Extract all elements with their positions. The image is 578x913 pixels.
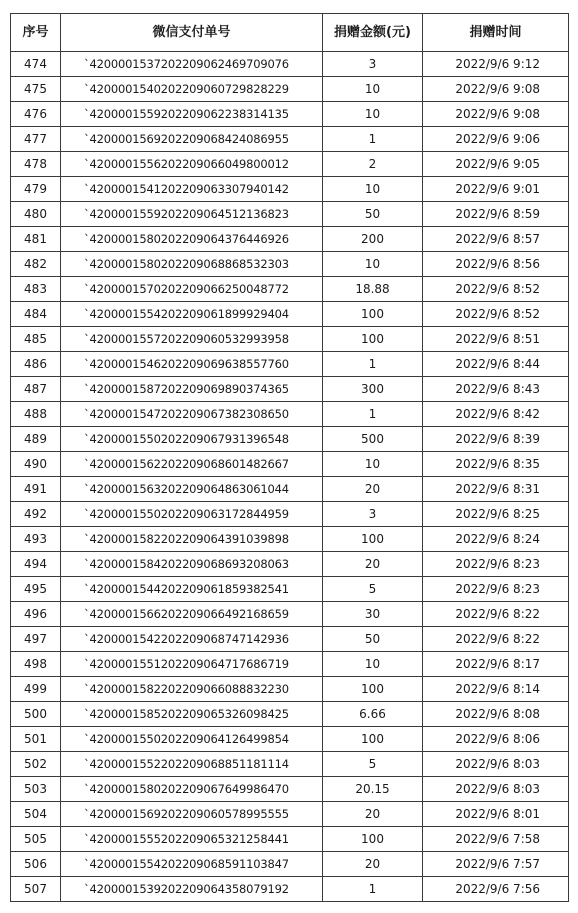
cell-seq: 492 [11, 502, 61, 527]
table-row [11, 302, 569, 327]
cell-order-no: `4200001582202209064391039898 [61, 527, 323, 552]
cell-seq: 486 [11, 352, 61, 377]
cell-order-no: `4200001569202209060578995555 [61, 802, 323, 827]
cell-amount: 3 [323, 502, 423, 527]
cell-amount: 5 [323, 577, 423, 602]
table-row [11, 52, 569, 77]
cell-time: 2022/9/6 8:14 [423, 677, 569, 702]
cell-amount: 100 [323, 527, 423, 552]
cell-order-no: `4200001559202209064512136823 [61, 202, 323, 227]
cell-time: 2022/9/6 8:57 [423, 227, 569, 252]
cell-time: 2022/9/6 8:52 [423, 277, 569, 302]
header-row [11, 14, 569, 52]
cell-seq: 480 [11, 202, 61, 227]
cell-order-no: `4200001557202209060532993958 [61, 327, 323, 352]
cell-amount: 200 [323, 227, 423, 252]
table-row [11, 702, 569, 727]
cell-order-no: `4200001540202209060729828229 [61, 77, 323, 102]
cell-amount: 10 [323, 652, 423, 677]
cell-time: 2022/9/6 8:35 [423, 452, 569, 477]
cell-seq: 485 [11, 327, 61, 352]
cell-amount: 100 [323, 727, 423, 752]
cell-time: 2022/9/6 9:08 [423, 77, 569, 102]
cell-seq: 483 [11, 277, 61, 302]
cell-order-no: `4200001587202209069890374365 [61, 377, 323, 402]
cell-time: 2022/9/6 8:51 [423, 327, 569, 352]
cell-seq: 493 [11, 527, 61, 552]
cell-time: 2022/9/6 8:22 [423, 627, 569, 652]
cell-order-no: `4200001554202209061899929404 [61, 302, 323, 327]
table-row [11, 177, 569, 202]
cell-order-no: `4200001569202209068424086955 [61, 127, 323, 152]
cell-seq: 484 [11, 302, 61, 327]
cell-seq: 475 [11, 77, 61, 102]
cell-amount: 10 [323, 452, 423, 477]
cell-order-no: `4200001552202209068851181114 [61, 752, 323, 777]
cell-order-no: `4200001585202209065326098425 [61, 702, 323, 727]
cell-seq: 504 [11, 802, 61, 827]
cell-time: 2022/9/6 8:59 [423, 202, 569, 227]
cell-time: 2022/9/6 8:08 [423, 702, 569, 727]
table-row [11, 877, 569, 902]
cell-amount: 3 [323, 52, 423, 77]
cell-seq: 501 [11, 727, 61, 752]
cell-order-no: `4200001562202209068601482667 [61, 452, 323, 477]
cell-order-no: `4200001544202209061859382541 [61, 577, 323, 602]
cell-order-no: `4200001541202209063307940142 [61, 177, 323, 202]
cell-seq: 498 [11, 652, 61, 677]
cell-seq: 506 [11, 852, 61, 877]
cell-time: 2022/9/6 8:03 [423, 777, 569, 802]
cell-order-no: `4200001566202209066492168659 [61, 602, 323, 627]
cell-time: 2022/9/6 8:03 [423, 752, 569, 777]
cell-amount: 500 [323, 427, 423, 452]
cell-amount: 20 [323, 852, 423, 877]
table-row [11, 427, 569, 452]
cell-amount: 300 [323, 377, 423, 402]
cell-time: 2022/9/6 7:56 [423, 877, 569, 902]
cell-time: 2022/9/6 8:23 [423, 552, 569, 577]
cell-seq: 507 [11, 877, 61, 902]
table-row [11, 502, 569, 527]
cell-seq: 490 [11, 452, 61, 477]
cell-order-no: `4200001551202209064717686719 [61, 652, 323, 677]
header-order-no: 微信支付单号 [61, 14, 323, 52]
cell-order-no: `4200001550202209067931396548 [61, 427, 323, 452]
table-row [11, 727, 569, 752]
cell-seq: 495 [11, 577, 61, 602]
cell-amount: 2 [323, 152, 423, 177]
table-row [11, 777, 569, 802]
cell-time: 2022/9/6 9:08 [423, 102, 569, 127]
table-row [11, 377, 569, 402]
cell-amount: 20.15 [323, 777, 423, 802]
cell-order-no: `4200001555202209065321258441 [61, 827, 323, 852]
cell-time: 2022/9/6 8:56 [423, 252, 569, 277]
cell-time: 2022/9/6 9:01 [423, 177, 569, 202]
cell-amount: 20 [323, 552, 423, 577]
cell-amount: 10 [323, 177, 423, 202]
cell-amount: 10 [323, 77, 423, 102]
table-row [11, 102, 569, 127]
table-row [11, 202, 569, 227]
cell-time: 2022/9/6 8:39 [423, 427, 569, 452]
table-row [11, 802, 569, 827]
cell-seq: 505 [11, 827, 61, 852]
cell-time: 2022/9/6 8:42 [423, 402, 569, 427]
cell-order-no: `4200001582202209066088832230 [61, 677, 323, 702]
cell-time: 2022/9/6 8:25 [423, 502, 569, 527]
cell-order-no: `4200001546202209069638557760 [61, 352, 323, 377]
cell-amount: 20 [323, 477, 423, 502]
cell-amount: 10 [323, 102, 423, 127]
cell-seq: 502 [11, 752, 61, 777]
cell-order-no: `4200001550202209063172844959 [61, 502, 323, 527]
cell-seq: 500 [11, 702, 61, 727]
cell-order-no: `4200001547202209067382308650 [61, 402, 323, 427]
cell-amount: 6.66 [323, 702, 423, 727]
cell-seq: 481 [11, 227, 61, 252]
cell-seq: 474 [11, 52, 61, 77]
cell-amount: 100 [323, 677, 423, 702]
cell-amount: 100 [323, 302, 423, 327]
cell-amount: 50 [323, 202, 423, 227]
cell-seq: 476 [11, 102, 61, 127]
table-row [11, 452, 569, 477]
cell-order-no: `4200001556202209066049800012 [61, 152, 323, 177]
cell-amount: 50 [323, 627, 423, 652]
cell-order-no: `4200001580202209064376446926 [61, 227, 323, 252]
table-row [11, 602, 569, 627]
cell-time: 2022/9/6 8:24 [423, 527, 569, 552]
table-row [11, 852, 569, 877]
cell-amount: 1 [323, 352, 423, 377]
cell-amount: 100 [323, 327, 423, 352]
table-body [11, 52, 569, 902]
donation-sheet [10, 13, 569, 902]
cell-order-no: `4200001563202209064863061044 [61, 477, 323, 502]
cell-seq: 479 [11, 177, 61, 202]
cell-time: 2022/9/6 8:31 [423, 477, 569, 502]
cell-time: 2022/9/6 8:01 [423, 802, 569, 827]
cell-seq: 496 [11, 602, 61, 627]
cell-order-no: `4200001580202209067649986470 [61, 777, 323, 802]
cell-time: 2022/9/6 7:58 [423, 827, 569, 852]
cell-seq: 487 [11, 377, 61, 402]
header-seq: 序号 [11, 14, 61, 52]
cell-time: 2022/9/6 7:57 [423, 852, 569, 877]
cell-amount: 1 [323, 127, 423, 152]
cell-time: 2022/9/6 8:23 [423, 577, 569, 602]
table-row [11, 227, 569, 252]
table-row [11, 477, 569, 502]
header-amount: 捐赠金额(元) [323, 14, 423, 52]
table-header [11, 14, 569, 52]
table-row [11, 252, 569, 277]
table-row [11, 627, 569, 652]
cell-order-no: `4200001554202209068591103847 [61, 852, 323, 877]
table-row [11, 402, 569, 427]
cell-seq: 477 [11, 127, 61, 152]
cell-time: 2022/9/6 9:06 [423, 127, 569, 152]
table-row [11, 827, 569, 852]
table-row [11, 527, 569, 552]
cell-order-no: `4200001559202209062238314135 [61, 102, 323, 127]
cell-seq: 482 [11, 252, 61, 277]
table-row [11, 152, 569, 177]
cell-amount: 10 [323, 252, 423, 277]
cell-order-no: `4200001539202209064358079192 [61, 877, 323, 902]
cell-order-no: `4200001580202209068868532303 [61, 252, 323, 277]
cell-seq: 494 [11, 552, 61, 577]
cell-amount: 5 [323, 752, 423, 777]
cell-order-no: `4200001570202209066250048772 [61, 277, 323, 302]
donation-table [10, 13, 569, 902]
cell-time: 2022/9/6 8:43 [423, 377, 569, 402]
table-row [11, 277, 569, 302]
cell-seq: 491 [11, 477, 61, 502]
cell-order-no: `4200001537202209062469709076 [61, 52, 323, 77]
cell-order-no: `4200001584202209068693208063 [61, 552, 323, 577]
cell-seq: 489 [11, 427, 61, 452]
table-row [11, 577, 569, 602]
header-time: 捐赠时间 [423, 14, 569, 52]
table-row [11, 352, 569, 377]
table-row [11, 552, 569, 577]
cell-amount: 20 [323, 802, 423, 827]
cell-order-no: `4200001542202209068747142936 [61, 627, 323, 652]
cell-time: 2022/9/6 8:17 [423, 652, 569, 677]
cell-seq: 478 [11, 152, 61, 177]
cell-amount: 100 [323, 827, 423, 852]
cell-seq: 497 [11, 627, 61, 652]
cell-amount: 18.88 [323, 277, 423, 302]
cell-time: 2022/9/6 9:05 [423, 152, 569, 177]
cell-time: 2022/9/6 9:12 [423, 52, 569, 77]
table-row [11, 77, 569, 102]
cell-seq: 499 [11, 677, 61, 702]
table-row [11, 127, 569, 152]
cell-amount: 1 [323, 402, 423, 427]
cell-seq: 488 [11, 402, 61, 427]
cell-time: 2022/9/6 8:44 [423, 352, 569, 377]
table-row [11, 677, 569, 702]
table-row [11, 752, 569, 777]
cell-seq: 503 [11, 777, 61, 802]
cell-time: 2022/9/6 8:52 [423, 302, 569, 327]
cell-amount: 1 [323, 877, 423, 902]
cell-amount: 30 [323, 602, 423, 627]
table-row [11, 327, 569, 352]
cell-time: 2022/9/6 8:06 [423, 727, 569, 752]
cell-time: 2022/9/6 8:22 [423, 602, 569, 627]
cell-order-no: `4200001550202209064126499854 [61, 727, 323, 752]
table-row [11, 652, 569, 677]
